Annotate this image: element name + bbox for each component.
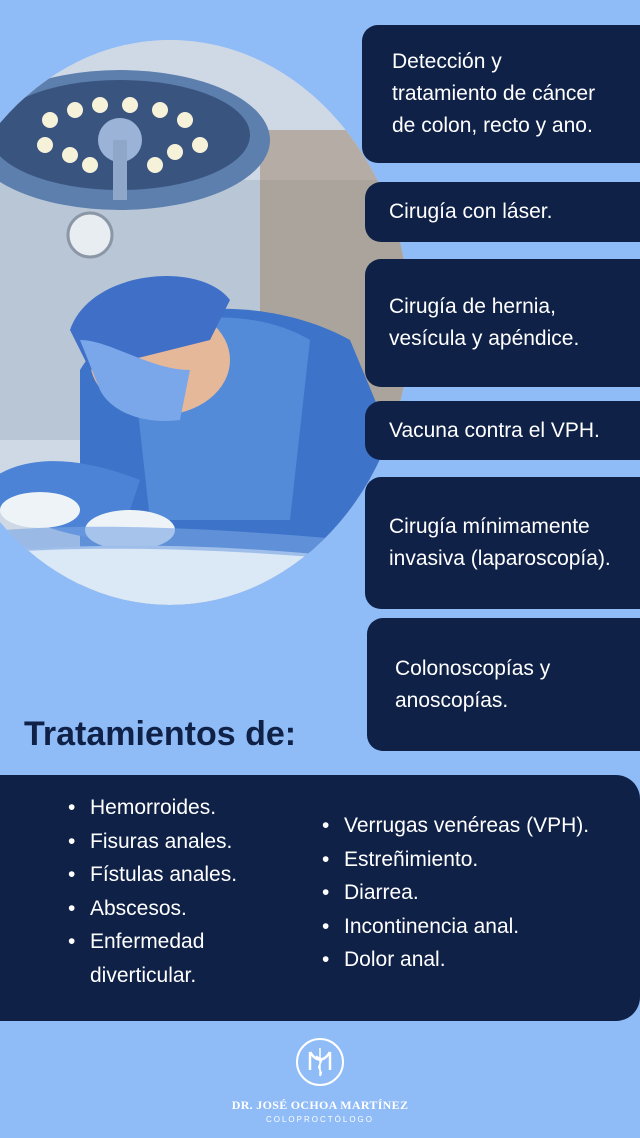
doctor-specialty: COLOPROCTÓLOGO [265, 1115, 374, 1124]
coloproctologist-logo-icon [296, 1038, 344, 1086]
list-item: • Fisuras anales. [68, 825, 237, 859]
service-label: Vacuna contra el VPH. [389, 418, 600, 442]
list-item: • Incontinencia anal. [322, 910, 589, 944]
surgeon-illustration [0, 40, 410, 605]
service-label: Cirugía de hernia, vesícula y apéndice. [389, 295, 580, 350]
list-item: • Enfermedad diverticular. [68, 925, 237, 992]
service-colonoscopy [367, 618, 640, 751]
list-item: • Diarrea. [322, 876, 589, 910]
list-item: • Verrugas venéreas (VPH). [322, 809, 589, 843]
list-item: • Fístulas anales. [68, 858, 237, 892]
doctor-name: DR. JOSÉ OCHOA MARTÍNEZ [231, 1098, 409, 1112]
treatments-heading: Tratamientos de: [24, 715, 297, 753]
service-hernia-surgery [365, 259, 640, 387]
service-laser-surgery [365, 182, 640, 242]
treatments-list-left [68, 791, 237, 992]
surgery-photo [0, 40, 410, 605]
treatments-panel [0, 775, 640, 1021]
service-vph-vaccine [365, 401, 640, 460]
service-label: Cirugía mínimamente invasiva (laparoscopía). [389, 515, 611, 570]
list-item: • Hemorroides. [68, 791, 237, 825]
service-label: Colonoscopías y anoscopías. [395, 656, 551, 712]
treatments-list-right [322, 809, 589, 977]
list-item: • Estreñimiento. [322, 843, 589, 877]
brand-footer [0, 1038, 640, 1124]
service-label: Cirugía con láser. [389, 200, 553, 223]
list-item: • Dolor anal. [322, 943, 589, 977]
service-laparoscopy [365, 477, 640, 609]
list-item: • Abscesos. [68, 892, 237, 926]
service-cancer-treatment [362, 25, 640, 163]
service-label: Detección y tratamiento de cáncer de colon, recto y ano. [392, 50, 596, 137]
